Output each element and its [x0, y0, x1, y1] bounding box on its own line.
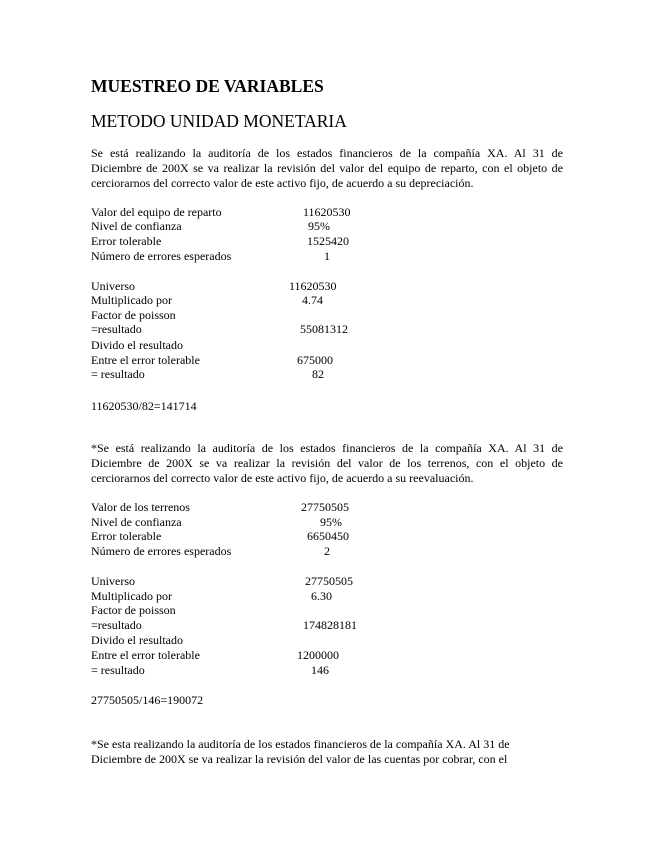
intro-line: cerciorarnos del correcto valor de este activo fijo, de acuerdo a su reevaluación.: [91, 471, 474, 485]
calc-value: 675000: [297, 353, 333, 367]
param-label: Nivel de confianza: [91, 515, 182, 529]
intro-line: *Se esta realizando la auditoría de los estados financieros de la compañía XA. Al 31 de: [91, 737, 510, 751]
calc-value: 11620530: [289, 279, 337, 293]
calc-label: Multiplicado por: [91, 293, 172, 307]
calc-value: 55081312: [300, 322, 348, 336]
param-value: 1525420: [307, 234, 349, 248]
intro-line: Diciembre de 200X se va realizar la revisión del valor de los terrenos, con el objeto de: [91, 456, 563, 470]
calc-label: Factor de poisson: [91, 603, 176, 617]
calc-value: 4.74: [302, 293, 323, 307]
calc-label: Entre el error tolerable: [91, 648, 200, 662]
calc-value: 6.30: [311, 589, 332, 603]
section-3-intro: [91, 737, 563, 767]
param-value: 27750505: [301, 500, 349, 514]
calc-label: =resultado: [91, 618, 142, 632]
calc-value: 27750505: [305, 574, 353, 588]
param-value: 2: [324, 544, 330, 558]
param-label: Valor del equipo de reparto: [91, 205, 222, 219]
calc-value: 174828181: [303, 618, 357, 632]
intro-line: Se está realizando la auditoría de los estados financieros de la compañía XA. Al 31 de: [91, 146, 563, 160]
calc-label: Divido el resultado: [91, 338, 183, 352]
section-2-intro: [91, 441, 563, 486]
calc-label: Divido el resultado: [91, 633, 183, 647]
calc-value: 1200000: [297, 648, 339, 662]
section-1-intro: [91, 146, 563, 191]
param-value: 11620530: [303, 205, 351, 219]
page-subtitle: METODO UNIDAD MONETARIA: [91, 111, 347, 131]
param-value: 95%: [308, 219, 330, 233]
param-value: 1: [324, 249, 330, 263]
calc-label: Multiplicado por: [91, 589, 172, 603]
section-2-formula: 27750505/146=190072: [91, 693, 204, 707]
param-label: Número de errores esperados: [91, 249, 232, 263]
calc-label: = resultado: [91, 663, 145, 677]
section-1-formula: 11620530/82=141714: [91, 399, 197, 413]
param-value: 95%: [320, 515, 342, 529]
calc-label: Universo: [91, 279, 135, 293]
param-label: Error tolerable: [91, 529, 162, 543]
calc-label: Factor de poisson: [91, 308, 176, 322]
param-label: Error tolerable: [91, 234, 162, 248]
intro-line: *Se está realizando la auditoría de los estados financieros de la compañía XA. Al 31 de: [91, 441, 563, 455]
param-value: 6650450: [307, 529, 349, 543]
intro-line: cerciorarnos del correcto valor de este activo fijo, de acuerdo a su depreciación.: [91, 176, 474, 190]
calc-label: = resultado: [91, 367, 145, 381]
intro-line: Diciembre de 200X se va realizar la revisión del valor de las cuentas por cobrar, con el: [91, 752, 508, 766]
page-title: MUESTREO DE VARIABLES: [91, 76, 324, 96]
calc-label: =resultado: [91, 322, 142, 336]
param-label: Valor de los terrenos: [91, 500, 190, 514]
intro-line: Diciembre de 200X se va realizar la revisión del valor del equipo de reparto, con el objeto de: [91, 161, 563, 175]
calc-value: 146: [311, 663, 329, 677]
calc-value: 82: [312, 367, 324, 381]
param-label: Número de errores esperados: [91, 544, 232, 558]
param-label: Nivel de confianza: [91, 219, 182, 233]
calc-label: Universo: [91, 574, 135, 588]
calc-label: Entre el error tolerable: [91, 353, 200, 367]
